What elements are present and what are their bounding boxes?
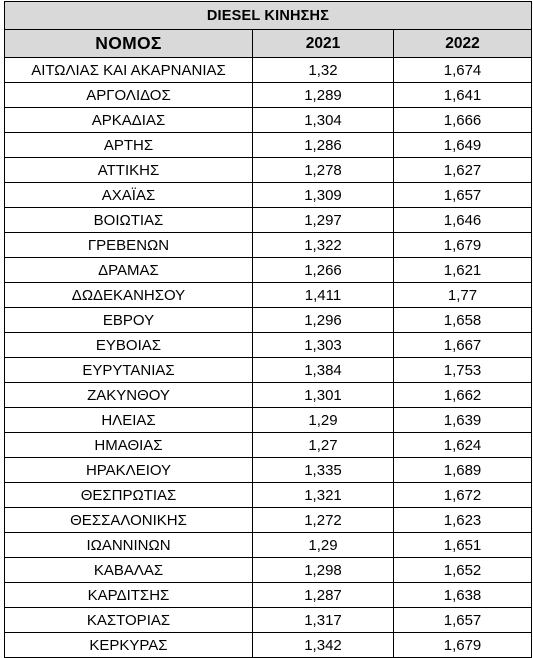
cell-prefecture[interactable]: ΔΩΔΕΚΑΝΗΣΟΥ — [5, 283, 253, 308]
cell-price-2021[interactable]: 1,29 — [253, 533, 394, 558]
table-row — [5, 108, 532, 133]
cell-price-2022[interactable]: 1,621 — [394, 258, 532, 283]
column-header-2021[interactable]: 2021 — [253, 30, 394, 58]
cell-prefecture[interactable]: ΚΑΣΤΟΡΙΑΣ — [5, 608, 253, 633]
table-row — [5, 433, 532, 458]
cell-prefecture[interactable]: ΗΜΑΘΙΑΣ — [5, 433, 253, 458]
table-row — [5, 533, 532, 558]
cell-price-2021[interactable]: 1,342 — [253, 633, 394, 658]
table-row — [5, 133, 532, 158]
cell-price-2022[interactable]: 1,652 — [394, 558, 532, 583]
diesel-price-table — [4, 1, 532, 658]
cell-price-2021[interactable]: 1,298 — [253, 558, 394, 583]
table-row — [5, 633, 532, 658]
cell-prefecture[interactable]: ΖΑΚΥΝΘΟΥ — [5, 383, 253, 408]
cell-price-2021[interactable]: 1,301 — [253, 383, 394, 408]
cell-prefecture[interactable]: ΑΧΑΪΑΣ — [5, 183, 253, 208]
cell-prefecture[interactable]: ΗΡΑΚΛΕΙΟΥ — [5, 458, 253, 483]
cell-prefecture[interactable]: ΘΕΣΠΡΩΤΙΑΣ — [5, 483, 253, 508]
cell-prefecture[interactable]: ΓΡΕΒΕΝΩΝ — [5, 233, 253, 258]
cell-price-2021[interactable]: 1,296 — [253, 308, 394, 333]
table-body — [5, 58, 532, 658]
cell-prefecture[interactable]: ΑΡΓΟΛΙΔΟΣ — [5, 83, 253, 108]
cell-prefecture[interactable]: ΚΑΒΑΛΑΣ — [5, 558, 253, 583]
cell-price-2021[interactable]: 1,322 — [253, 233, 394, 258]
table-row — [5, 408, 532, 433]
table-row — [5, 333, 532, 358]
table-row — [5, 183, 532, 208]
cell-price-2022[interactable]: 1,672 — [394, 483, 532, 508]
cell-price-2022[interactable]: 1,753 — [394, 358, 532, 383]
cell-prefecture[interactable]: ΔΡΑΜΑΣ — [5, 258, 253, 283]
cell-price-2021[interactable]: 1,384 — [253, 358, 394, 383]
cell-price-2022[interactable]: 1,657 — [394, 608, 532, 633]
cell-price-2022[interactable]: 1,657 — [394, 183, 532, 208]
table-row — [5, 483, 532, 508]
table-row — [5, 208, 532, 233]
table-row — [5, 383, 532, 408]
table-row — [5, 358, 532, 383]
cell-price-2022[interactable]: 1,662 — [394, 383, 532, 408]
table-row — [5, 283, 532, 308]
cell-price-2021[interactable]: 1,32 — [253, 58, 394, 83]
cell-price-2022[interactable]: 1,627 — [394, 158, 532, 183]
table-row — [5, 608, 532, 633]
cell-price-2022[interactable]: 1,689 — [394, 458, 532, 483]
column-header-row — [5, 30, 532, 58]
cell-price-2021[interactable]: 1,278 — [253, 158, 394, 183]
cell-prefecture[interactable]: ΚΑΡΔΙΤΣΗΣ — [5, 583, 253, 608]
cell-price-2022[interactable]: 1,638 — [394, 583, 532, 608]
cell-prefecture[interactable]: ΑΡΚΑΔΙΑΣ — [5, 108, 253, 133]
cell-price-2021[interactable]: 1,309 — [253, 183, 394, 208]
cell-price-2021[interactable]: 1,287 — [253, 583, 394, 608]
table-row — [5, 258, 532, 283]
cell-price-2021[interactable]: 1,297 — [253, 208, 394, 233]
table-row — [5, 508, 532, 533]
cell-prefecture[interactable]: ΚΕΡΚΥΡΑΣ — [5, 633, 253, 658]
table-row — [5, 458, 532, 483]
table-row — [5, 558, 532, 583]
cell-price-2022[interactable]: 1,666 — [394, 108, 532, 133]
cell-price-2021[interactable]: 1,321 — [253, 483, 394, 508]
cell-price-2022[interactable]: 1,658 — [394, 308, 532, 333]
cell-price-2021[interactable]: 1,304 — [253, 108, 394, 133]
cell-price-2022[interactable]: 1,77 — [394, 283, 532, 308]
cell-price-2022[interactable]: 1,646 — [394, 208, 532, 233]
cell-prefecture[interactable]: ΕΒΡΟΥ — [5, 308, 253, 333]
table-title[interactable]: DIESEL ΚΙΝΗΣΗΣ — [5, 2, 532, 30]
table-row — [5, 58, 532, 83]
cell-prefecture[interactable]: ΕΥΒΟΙΑΣ — [5, 333, 253, 358]
cell-price-2022[interactable]: 1,674 — [394, 58, 532, 83]
cell-price-2021[interactable]: 1,303 — [253, 333, 394, 358]
table-row — [5, 233, 532, 258]
table-row — [5, 308, 532, 333]
cell-price-2022[interactable]: 1,679 — [394, 633, 532, 658]
column-header-prefecture[interactable]: ΝΟΜΟΣ — [5, 30, 253, 58]
column-header-2022[interactable]: 2022 — [394, 30, 532, 58]
cell-price-2021[interactable]: 1,411 — [253, 283, 394, 308]
cell-price-2022[interactable]: 1,641 — [394, 83, 532, 108]
cell-prefecture[interactable]: ΑΡΤΗΣ — [5, 133, 253, 158]
cell-price-2021[interactable]: 1,317 — [253, 608, 394, 633]
cell-price-2022[interactable]: 1,667 — [394, 333, 532, 358]
cell-price-2022[interactable]: 1,651 — [394, 533, 532, 558]
cell-price-2022[interactable]: 1,639 — [394, 408, 532, 433]
cell-prefecture[interactable]: ΕΥΡΥΤΑΝΙΑΣ — [5, 358, 253, 383]
cell-prefecture[interactable]: ΙΩΑΝΝΙΝΩΝ — [5, 533, 253, 558]
cell-prefecture[interactable]: ΘΕΣΣΑΛΟΝΙΚΗΣ — [5, 508, 253, 533]
cell-price-2021[interactable]: 1,27 — [253, 433, 394, 458]
table-row — [5, 83, 532, 108]
cell-price-2021[interactable]: 1,289 — [253, 83, 394, 108]
cell-price-2022[interactable]: 1,623 — [394, 508, 532, 533]
cell-price-2021[interactable]: 1,335 — [253, 458, 394, 483]
cell-price-2022[interactable]: 1,679 — [394, 233, 532, 258]
cell-price-2022[interactable]: 1,624 — [394, 433, 532, 458]
cell-prefecture[interactable]: ΗΛΕΙΑΣ — [5, 408, 253, 433]
cell-price-2021[interactable]: 1,29 — [253, 408, 394, 433]
table-row — [5, 583, 532, 608]
cell-prefecture[interactable]: ΑΤΤΙΚΗΣ — [5, 158, 253, 183]
cell-prefecture[interactable]: ΒΟΙΩΤΙΑΣ — [5, 208, 253, 233]
table-row — [5, 158, 532, 183]
cell-price-2021[interactable]: 1,286 — [253, 133, 394, 158]
cell-price-2021[interactable]: 1,266 — [253, 258, 394, 283]
cell-price-2021[interactable]: 1,272 — [253, 508, 394, 533]
cell-prefecture[interactable]: ΑΙΤΩΛΙΑΣ ΚΑΙ ΑΚΑΡΝΑΝΙΑΣ — [5, 58, 253, 83]
cell-price-2022[interactable]: 1,649 — [394, 133, 532, 158]
table-title-row — [5, 2, 532, 30]
